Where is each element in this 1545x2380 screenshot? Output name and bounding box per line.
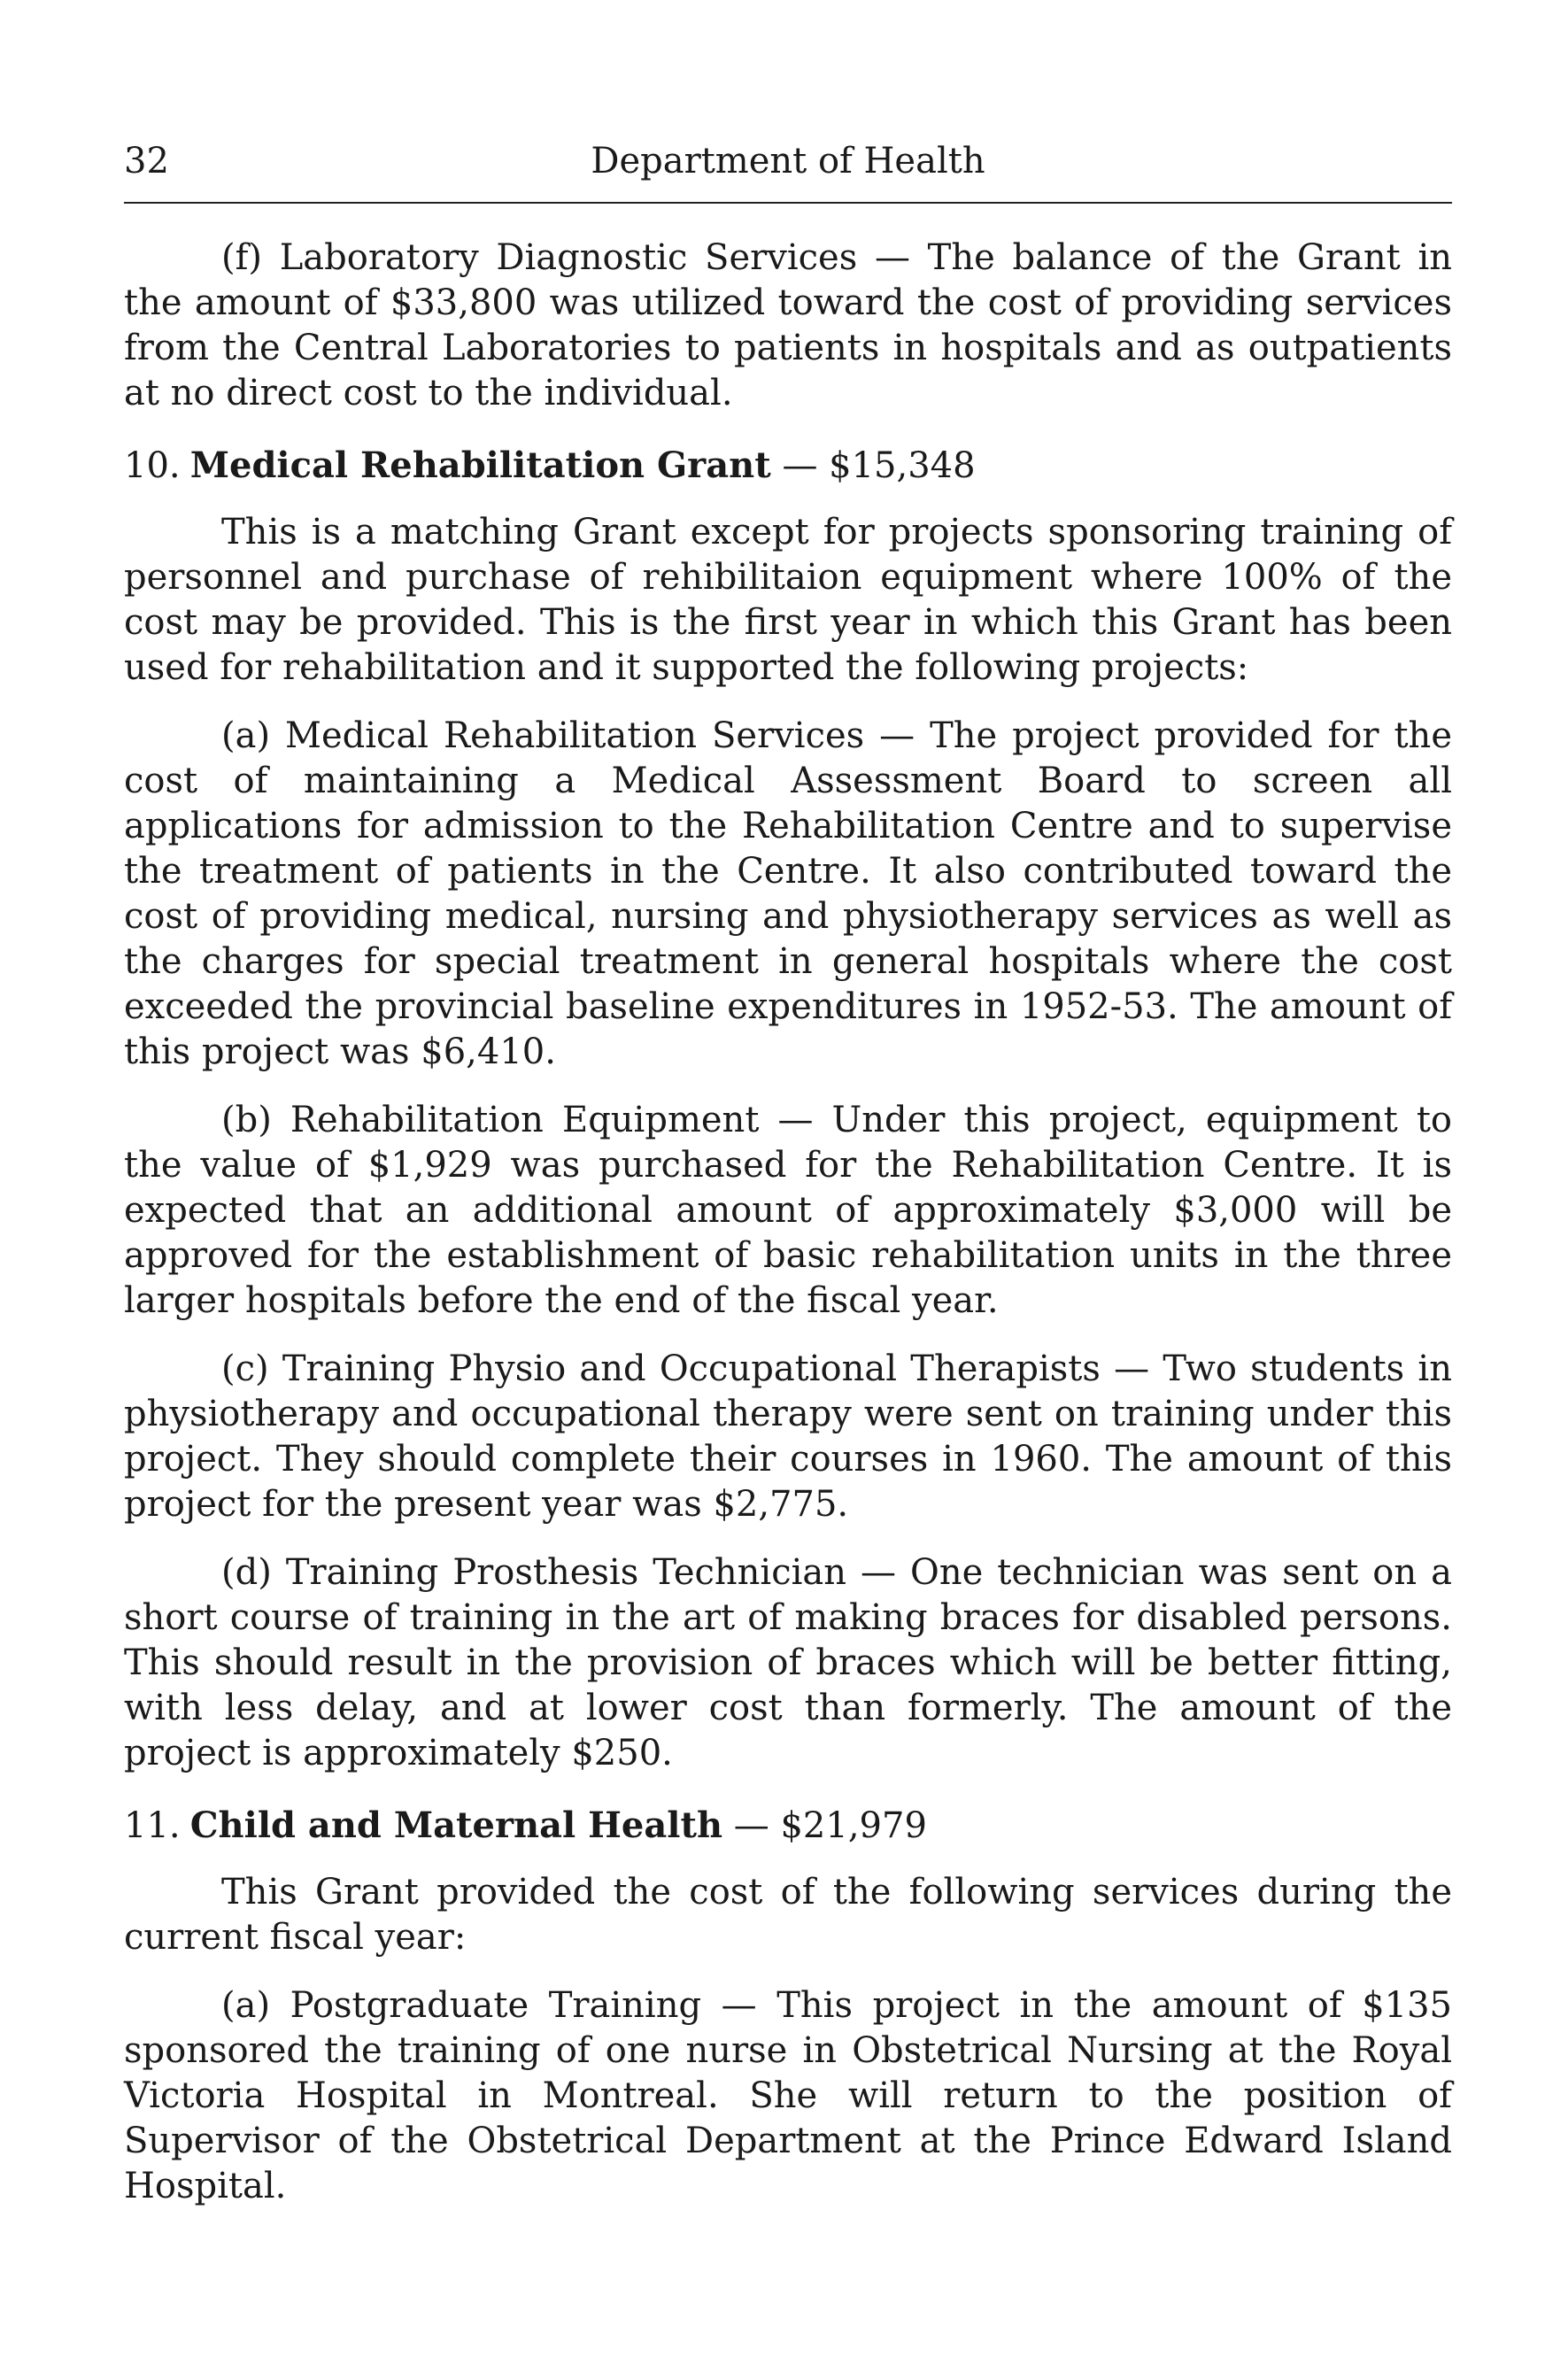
paragraph-10d: (d) Training Prosthesis Technician — One technician was sent on a short course of training in the art of making braces for disabled persons. This should result in the provision of braces which will be better fitting, with less delay, and at lower cost than formerly. The amount of the project is approximately $250.	[124, 1552, 1452, 1773]
section-amount: — $15,348	[782, 445, 976, 486]
paragraph-11-intro: This Grant provided the cost of the following services during the current fiscal year:	[124, 1872, 1452, 1958]
paragraph-10a: (a) Medical Rehabilitation Services — The project provided for the cost of maintaining a Medical Assessment Board to screen all applications for admission to the Rehabilitation Centre and to supervise the treatment of patients in the Centre. It also contributed toward the cost of providing medical, nursing and physiotherapy services as well as the charges for special treatment in general hospitals where the cost exceeded the provincial baseline expenditures in 1952-53. The amount of this project was $6,410.	[124, 715, 1452, 1072]
page-number: 32	[124, 141, 169, 182]
running-header	[124, 133, 1452, 189]
section-number: 10.	[124, 445, 181, 486]
paragraph-10c: (c) Training Physio and Occupational Therapists — Two students in physiotherapy and occupational therapy were sent on training under this project. They should complete their courses in 1960. The amount of this project for the present year was $2,775.	[124, 1348, 1452, 1525]
header-rule	[124, 202, 1452, 204]
paragraph-10b: (b) Rehabilitation Equipment — Under this project, equipment to the value of $1,929 was purchased for the Rehabilitation Centre. It is expected that an additional amount of approximately $3,000 will be approved for the establishment of basic rehabilitation units in the three larger hospitals before the end of the fiscal year.	[124, 1100, 1452, 1321]
section-heading-10	[124, 443, 1452, 489]
body-text	[124, 236, 1452, 2209]
section-title: Child and Maternal Health	[189, 1804, 723, 1846]
header-title: Department of Health	[591, 141, 985, 182]
paragraph-10-intro: This is a matching Grant except for projects sponsoring training of personnel and purchase of rehibilitaion equipment where 100% of the cost may be provided. This is the first year in which this Grant has been used for rehabilitation and it supported the following projects:	[124, 512, 1452, 688]
section-title: Medical Rehabilitation Grant	[189, 444, 771, 486]
section-number: 11.	[124, 1805, 181, 1846]
paragraph-11a: (a) Postgraduate Training — This project in the amount of $135 sponsored the training of one nurse in Obstetrical Nursing at the Royal Victoria Hospital in Montreal. She will return to the position of Supervisor of the Obstetrical Department at the Prince Edward Island Hospital.	[124, 1985, 1452, 2206]
section-amount: — $21,979	[733, 1805, 927, 1846]
document-page	[124, 133, 1452, 2209]
section-heading-11	[124, 1803, 1452, 1849]
paragraph-f-laboratory: (f) Laboratory Diagnostic Services — The balance of the Grant in the amount of $33,800 was utilized toward the cost of providing services from the Central Laboratories to patients in hospitals and as outpatients at no direct cost to the individual.	[124, 237, 1452, 413]
